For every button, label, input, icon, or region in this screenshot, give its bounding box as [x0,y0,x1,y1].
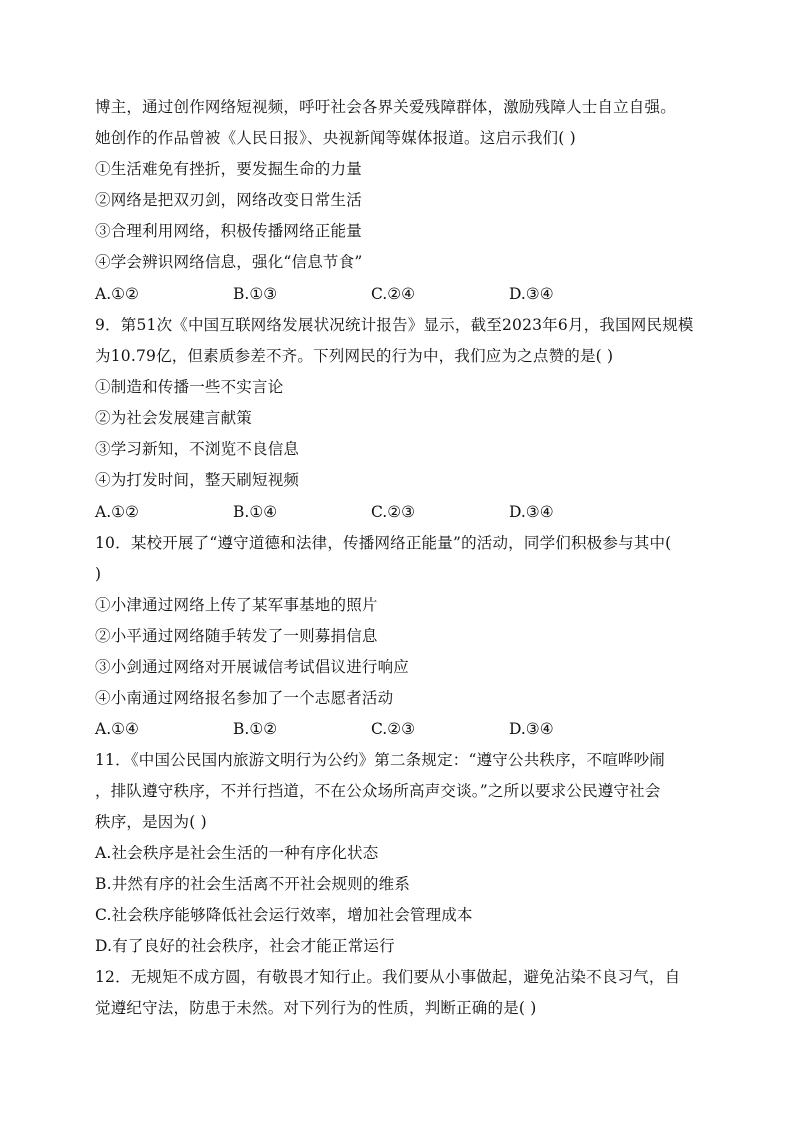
q10-option-d: D.③④ [509,720,554,738]
q8-item-1: ①生活难免有挫折，要发掘生命的力量 [95,160,362,178]
q8-stem-line2: 她创作的作品曾被《人民日报》、央视新闻等媒体报道。这启示我们( ) [95,129,576,147]
q8-option-c: C.②④ [371,285,416,303]
q8-stem-line1: 博主，通过创作网络短视频，呼吁社会各界关爱残障群体，激励残障人士自立自强。 [95,98,676,116]
q10-item-3: ③小剑通过网络对开展诚信考试倡议进行响应 [95,658,410,676]
q8-option-a: A.①② [95,285,139,303]
q9-item-4: ④为打发时间，整天刷短视频 [95,471,300,489]
q9-item-3: ③学习新知，不浏览不良信息 [95,440,300,458]
q8-item-4: ④学会辨识网络信息，强化“信息节食” [95,253,363,271]
q11-choice-d: D.有了良好的社会秩序，社会才能正常运行 [95,937,395,955]
q11-choice-c: C.社会秩序能够降低社会运行效率，增加社会管理成本 [95,906,473,924]
q9-item-2: ②为社会发展建言献策 [95,409,253,427]
q10-item-1: ①小津通过网络上传了某军事基地的照片 [95,596,378,614]
q11-choice-b: B.井然有序的社会生活离不开社会规则的维系 [95,875,411,893]
q10-stem-line1: 10．某校开展了“遵守道德和法律，传播网络正能量”的活动，同学们积极参与其中( [95,534,672,552]
q11-stem-line2: ，排队遵守秩序，不并行挡道，不在公众场所高声交谈。”之所以要求公民遵守社会 [95,782,661,800]
q8-item-3: ③合理利用网络，积极传播网络正能量 [95,222,362,240]
q9-stem-line1: 9．第51次《中国互联网络发展状况统计报告》显示，截至2023年6月，我国网民规模 [95,316,694,334]
q9-option-c: C.②③ [371,503,416,521]
q9-option-a: A.①② [95,503,139,521]
q11-choice-a: A.社会秩序是社会生活的一种有序化状态 [95,844,379,862]
q9-stem-line2: 为10.79亿，但素质参差不齐。下列网民的行为中，我们应为之点赞的是( ) [95,347,614,365]
q12-stem-line2: 觉遵纪守法，防患于未然。对下列行为的性质，判断正确的是( ) [95,999,537,1017]
q10-option-c: C.②③ [371,720,416,738]
q10-option-a: A.①④ [95,720,139,738]
q8-option-d: D.③④ [509,285,554,303]
q10-item-4: ④小南通过网络报名参加了一个志愿者活动 [95,689,394,707]
q9-option-b: B.①④ [233,503,278,521]
q9-item-1: ①制造和传播一些不实言论 [95,378,284,396]
q8-item-2: ②网络是把双刃剑，网络改变日常生活 [95,191,362,209]
q10-stem-line2: ) [95,565,102,583]
q12-stem-line1: 12．无规矩不成方圆，有敬畏才知行止。我们要从小事做起，避免沾染不良习气，自 [95,968,681,986]
q8-option-b: B.①③ [233,285,278,303]
q9-option-d: D.③④ [509,503,554,521]
q11-stem-line1: 11．《中国公民国内旅游文明行为公约》第二条规定：“遵守公共秩序，不喧哗吵闹 [95,751,665,769]
q10-option-b: B.①② [233,720,278,738]
q11-stem-line3: 秩序，是因为( ) [95,813,207,831]
q10-item-2: ②小平通过网络随手转发了一则募捐信息 [95,627,378,645]
